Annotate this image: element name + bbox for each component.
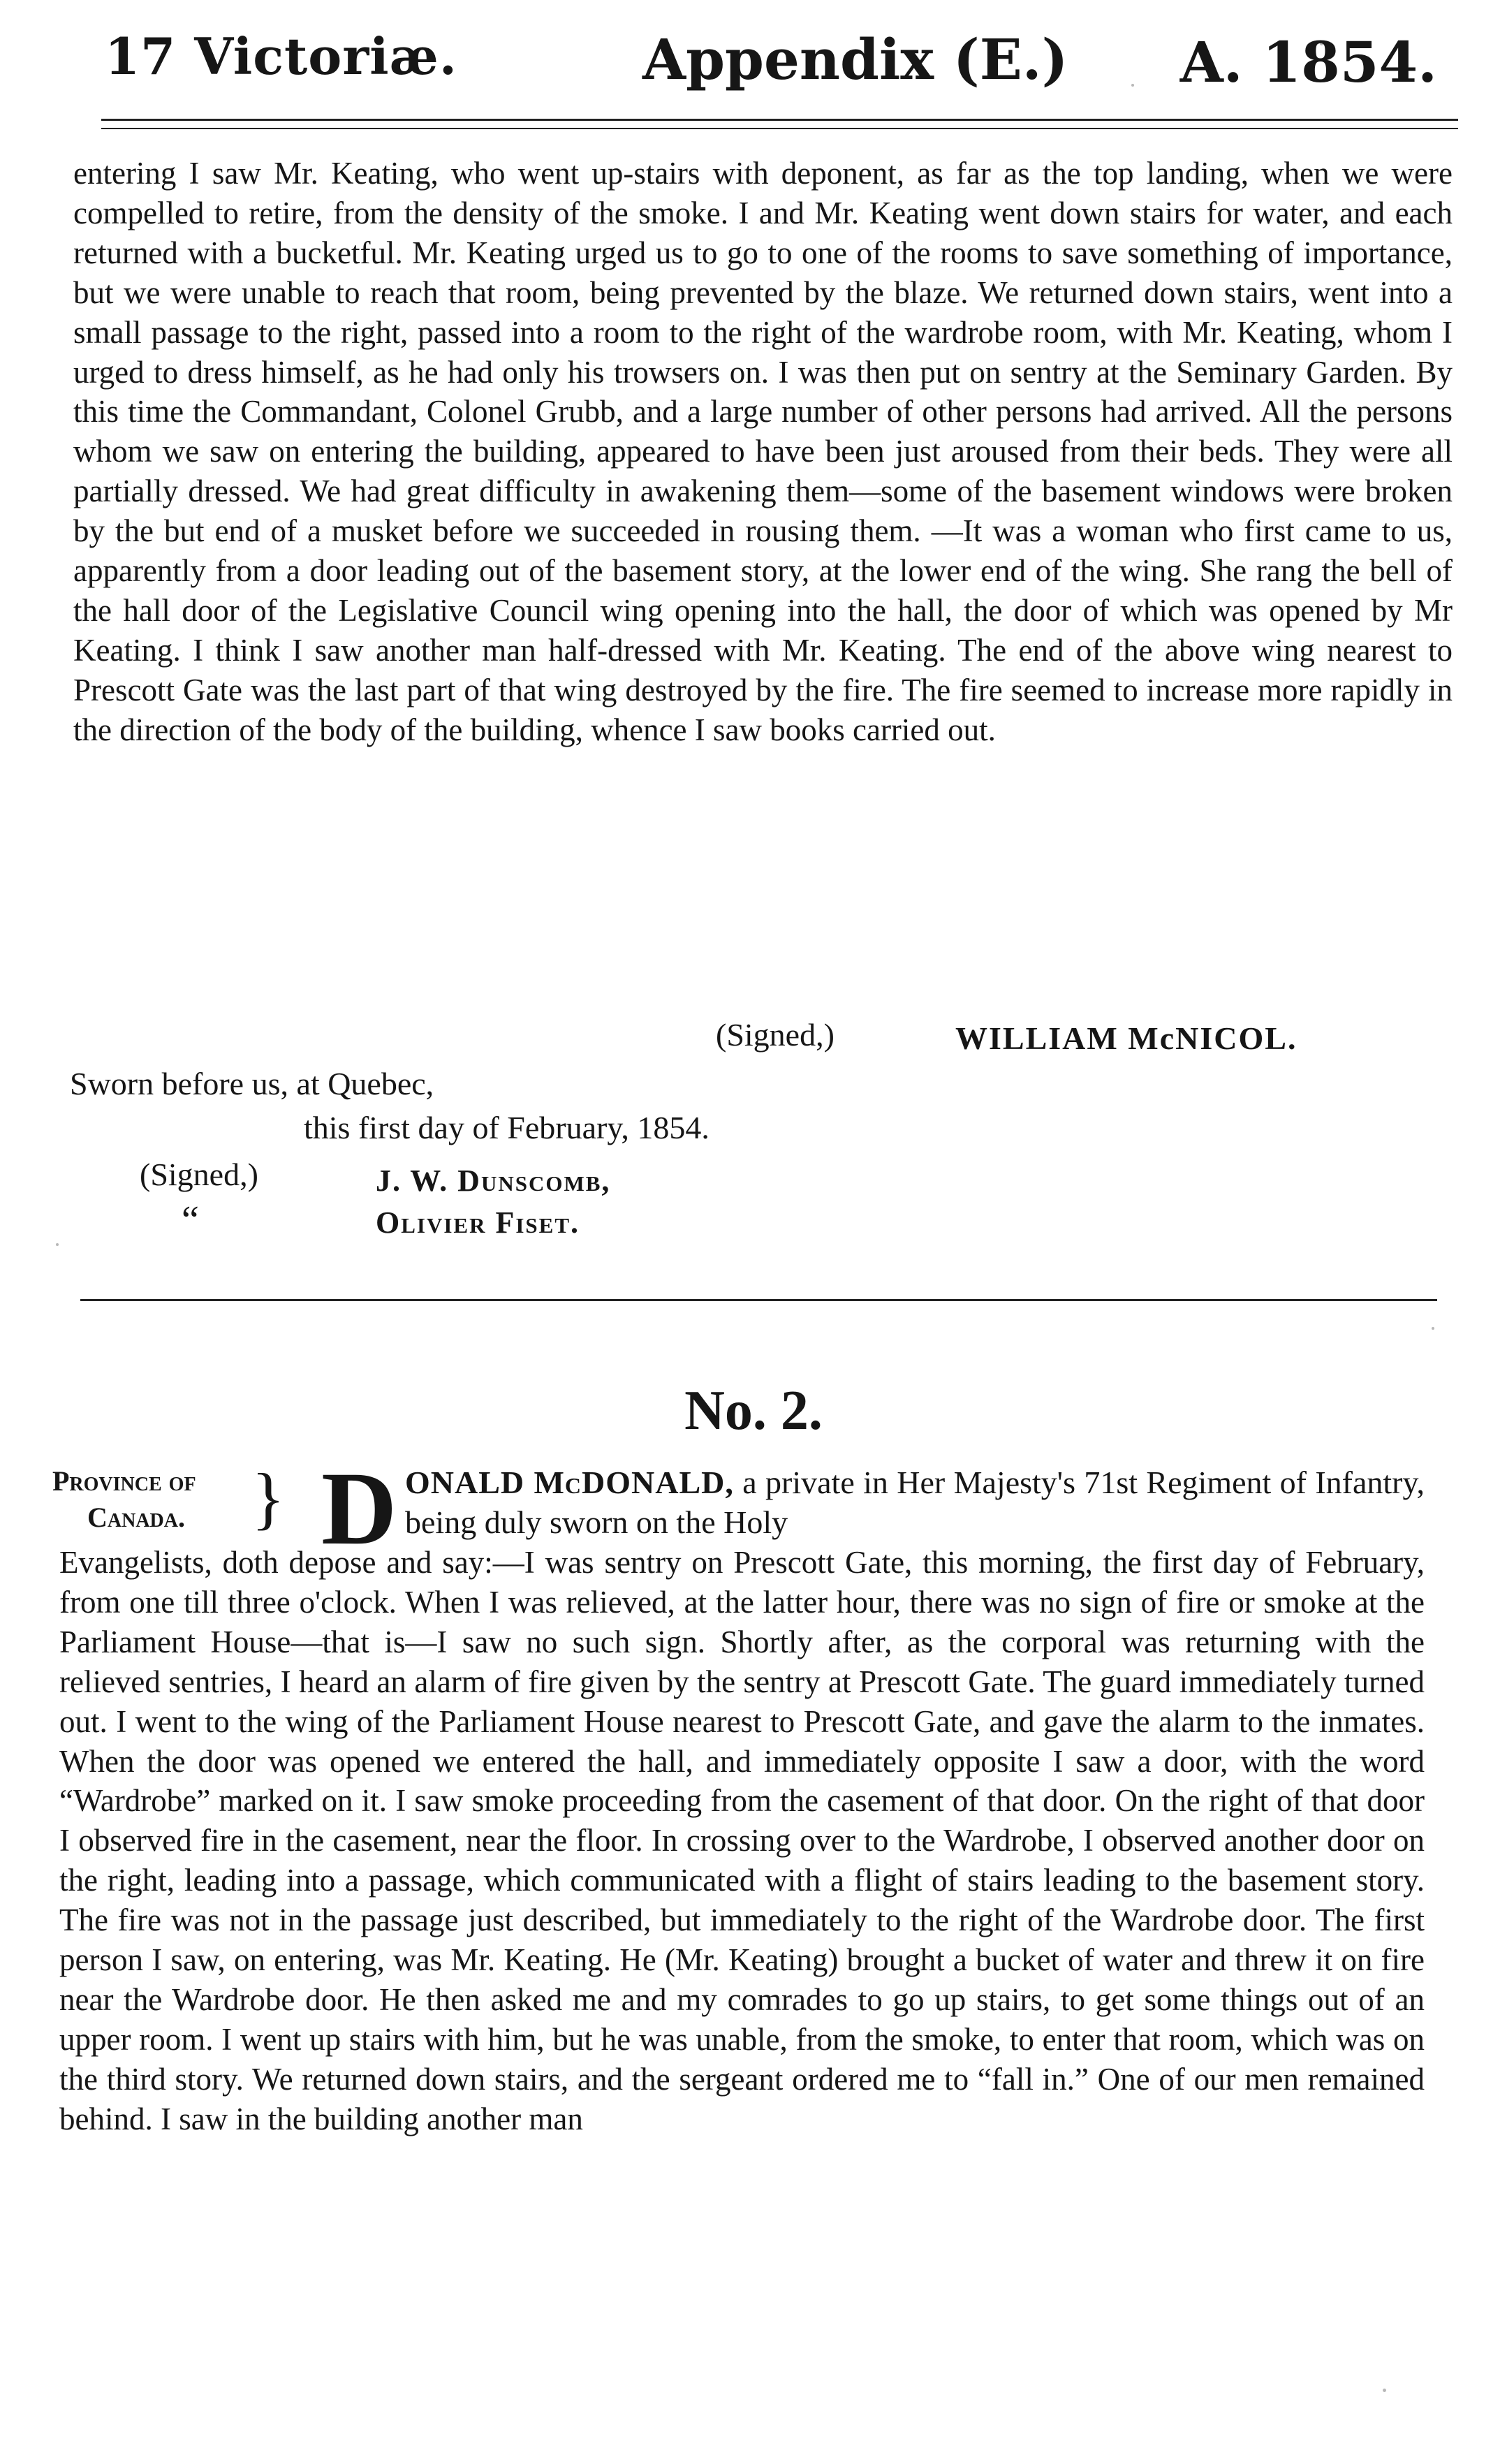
sworn-line-2: this first day of February, 1854. <box>304 1110 710 1145</box>
print-speckle <box>56 1243 59 1246</box>
signed-label: (Signed,) <box>716 1017 835 1053</box>
header-session: 17 Victoriæ. <box>105 27 457 86</box>
province-line-2: Canada. <box>87 1502 185 1533</box>
signer-name: WILLIAM McNICOL. <box>955 1020 1298 1056</box>
print-speckle <box>1432 1327 1434 1330</box>
header-year: A. 1854. <box>1179 29 1437 95</box>
drop-cap: D <box>321 1451 397 1567</box>
deposition-1-text: entering I saw Mr. Keating, who went up-stairs with deponent, as far as the top landing, when we were compelled to retire, from the density of the smoke. I and Mr. Keating went down stairs for water, and each returned with a bucketful. Mr. Keating urged us to go to one of the rooms to save something of importance, but we were unable to reach that room, being prevented by the blaze. We returned down stairs, went into a small passage to the right, passed into a room to the right of the wardrobe room, with Mr. Keating, whom I urged to dress himself, as he had only his trowsers on. I was then put on sentry at the Seminary Garden. By this time the Commandant, Colonel Grubb, and a large number of other persons had arrived. All the persons whom we saw on entering the building, appeared to have been just aroused from their beds. They were all partially dressed. We had great difficulty in awakening them—some of the basement windows were broken by the but end of a musket before we succeeded in rousing them. —It was a woman who first came to us, apparently from a door leading out of the basement story, at the lower end of the wing. She rang the bell of the hall door of the Legislative Council wing opening into the hall, the door of which was opened by Mr Keating. I think I saw another man half-dressed with Mr. Keating. The end of the above wing nearest to Prescott Gate was the last part of that wing destroyed by the fire. The fire seemed to increase more rapidly in the direction of the body of the building, whence I saw books carried out. <box>73 156 1453 747</box>
witness-1: J. W. Dunscomb, <box>376 1164 611 1198</box>
print-speckle <box>1131 84 1134 87</box>
header-rule <box>101 119 1458 129</box>
deposition-2-text: Evangelists, doth depose and say:—I was sentry on Prescott Gate, this morning, the first day of February, from one till three o'clock. When I was relieved, at the latter hour, there was no sign of fire or smoke at the Parliament House—that is—I saw no such sign. Shortly after, as the corporal was returning with the relieved sentries, I heard an alarm of fire given by the sentry at Prescott Gate. The guard immediately turned out. I went to the wing of the Parliament House nearest to Prescott Gate, and gave the alarm to the inmates. When the door was opened we entered the hall, and immediately opposite I saw a door, with the word “Wardrobe” marked on it. I saw smoke proceeding from the casement of that door. On the right of that door I observed fire in the casement, near the floor. In crossing over to the Wardrobe, I observed another door on the right, leading into a passage, which communicated with a flight of stairs leading to the basement story. The fire was not in the passage just described, but immediately to the right of the Wardrobe door. The first person I saw, on entering, was Mr. Keating. He (Mr. Keating) brought a bucket of water and threw it on fire near the Wardrobe door. He then asked me and my comrades to go up stairs, to get some things out of an upper room. I went up stairs with him, but he was unable, from the smoke, to enter that room, which was on the third story. We returned down stairs, and the sergeant ordered me to “fall in.” One of our men remained behind. I saw in the building another man <box>59 1545 1425 2136</box>
header-appendix: Appendix (E.) <box>642 27 1068 92</box>
province-line-1: Province of <box>52 1465 196 1497</box>
sworn-line-1: Sworn before us, at Quebec, <box>70 1066 434 1101</box>
witness-2: Olivier Fiset. <box>376 1205 580 1240</box>
section-title: No. 2. <box>684 1380 823 1442</box>
ditto-mark: “ <box>182 1198 199 1242</box>
witness-signed-label: (Signed,) <box>140 1157 258 1192</box>
province-label <box>52 1459 285 1537</box>
deposition-2-opening <box>405 1463 1425 1543</box>
deponent-name: ONALD McDONALD, <box>405 1465 734 1500</box>
page-header <box>105 27 1458 103</box>
print-speckle <box>1320 42 1323 45</box>
province-brace: } <box>251 1459 285 1537</box>
print-speckle <box>1383 2389 1386 2392</box>
section-divider <box>80 1299 1437 1301</box>
deposition-2-opening-text: a private in Her Majesty's 71st Regiment of Infantry, being duly sworn on the Holy <box>405 1465 1425 1540</box>
